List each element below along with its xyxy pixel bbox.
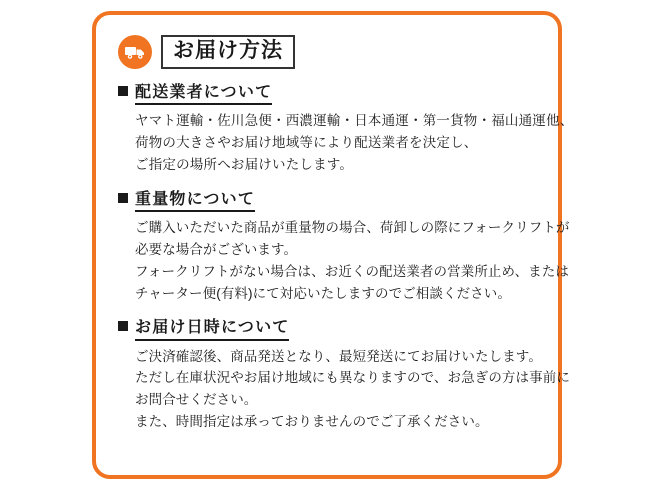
- body-line: ご購入いただいた商品が重量物の場合、荷卸しの際にフォークリフトが: [135, 219, 570, 235]
- panel-title-box: [161, 35, 295, 68]
- page-title: お届け方法: [173, 39, 283, 63]
- body-line: ヤマト運輸・佐川急便・西濃運輸・日本通運・第一貨物・福山通運他、: [135, 113, 574, 129]
- section-carriers: [118, 83, 574, 176]
- section-body: [135, 110, 574, 176]
- square-bullet-icon: [118, 86, 128, 96]
- section-heading-row: [118, 190, 536, 212]
- delivery-truck-icon: [118, 35, 152, 69]
- section-delivery-datetime: [118, 318, 570, 433]
- body-line: フォークリフトがない場合は、お近くの配送業者の営業所止め、または: [135, 263, 569, 279]
- section-heading-row: [118, 318, 536, 340]
- section-heading: お届け日時について: [135, 318, 289, 340]
- shipping-info-panel: [92, 11, 574, 479]
- body-line: また、時間指定は承っておりませんのでご了承ください。: [135, 414, 489, 430]
- body-line: ご指定の場所へお届けいたします。: [135, 156, 354, 172]
- section-heading: 配送業者について: [135, 83, 272, 105]
- body-line: ただし在庫状況やお届け地域にも異なりますので、お急ぎの方は事前に: [135, 370, 570, 386]
- square-bullet-icon: [118, 321, 128, 331]
- panel-title-row: [118, 35, 536, 69]
- body-line: 荷物の大きさやお届け地域等により配送業者を決定し、: [135, 135, 478, 151]
- section-heading: 重量物について: [135, 190, 255, 212]
- section-heading-row: [118, 83, 536, 105]
- square-bullet-icon: [118, 193, 128, 203]
- body-line: お問合せください。: [135, 392, 258, 408]
- body-line: チャーター便(有料)にて対応いたしますのでご相談ください。: [135, 285, 511, 301]
- section-body: [135, 346, 570, 433]
- body-line: ご決済確認後、商品発送となり、最短発送にてお届けいたします。: [135, 348, 542, 364]
- body-line: 必要な場合がございます。: [135, 241, 298, 257]
- section-heavy-items: [118, 190, 570, 305]
- section-body: [135, 217, 570, 304]
